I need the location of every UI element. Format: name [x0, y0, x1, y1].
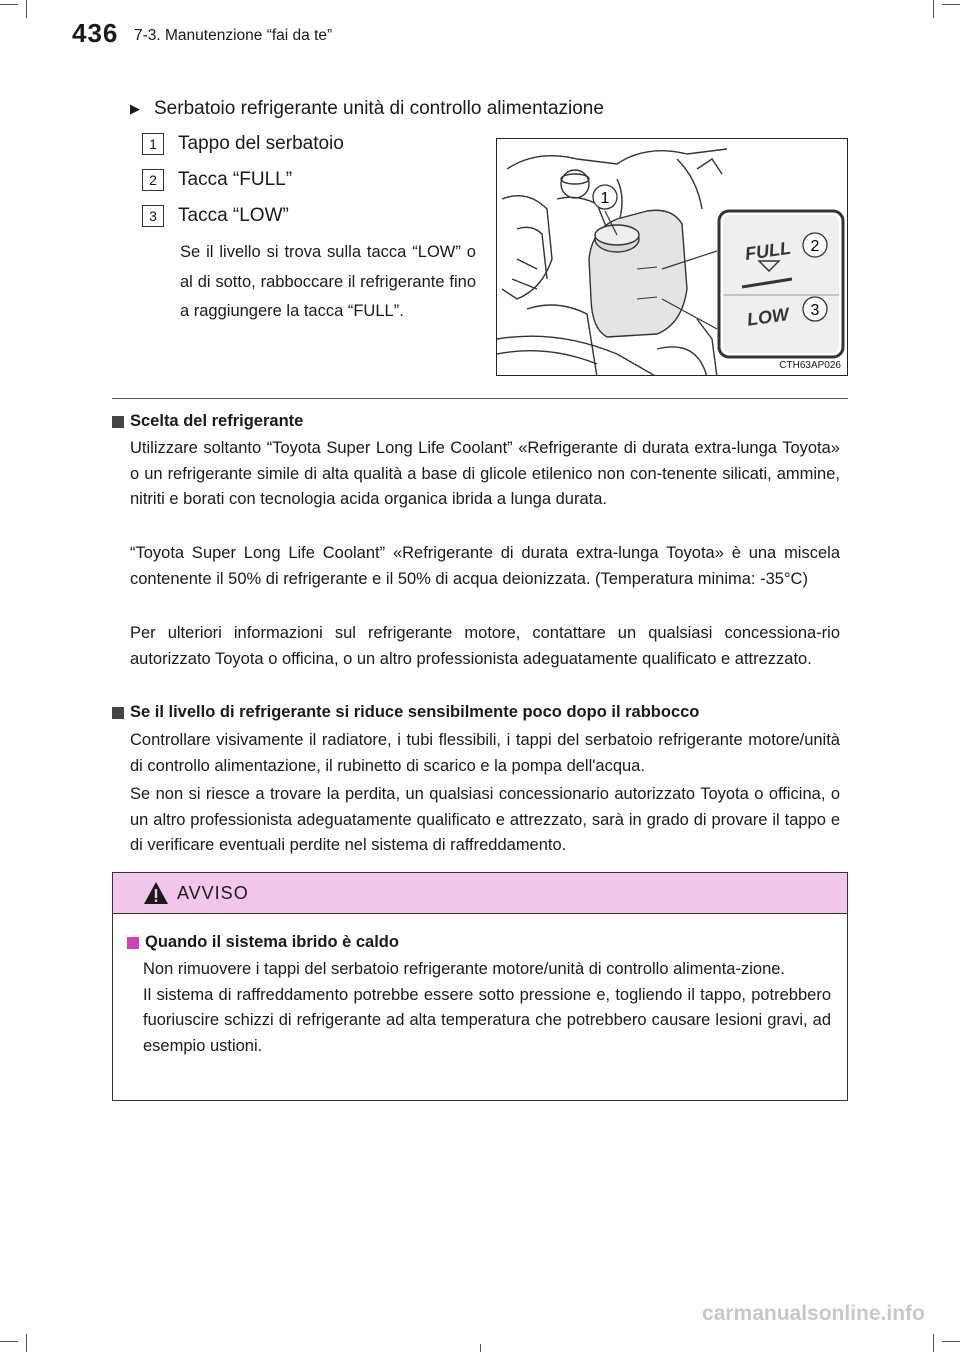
list-item: [142, 169, 292, 191]
warning-title-bar: [113, 873, 847, 914]
watermark: carmanualsonline.info: [702, 1302, 925, 1325]
callout-2: 2: [810, 238, 820, 255]
paragraph: Utilizzare soltanto “Toyota Super Long Life Coolant” «Refrigerante di durata extra-lunga Toyota» o un refrigerante simile di alta qualità a base di glicole etilenico non con-tenente silicati, ammine, nitriti e borati con tecnologia acida organica ibrida a lunga durata.: [130, 439, 840, 508]
callout-3: 3: [810, 302, 820, 319]
paragraph: Controllare visivamente il radiatore, i tubi flessibili, i tappi del serbatoio refrigerante motore/unità di controllo alimentazione, il rubinetto di scarico e la pompa dell'acqua.: [130, 731, 840, 775]
intro-heading-text: Serbatoio refrigerante unità di controllo alimentazione: [154, 98, 604, 119]
full-mark-label: FULL: [743, 237, 793, 264]
list-item-label: Tappo del serbatoio: [178, 133, 344, 154]
callout-number: 2: [142, 169, 164, 191]
warning-line: Non rimuovere i tappi del serbatoio refrigerante motore/unità di controllo alimenta-zione.: [143, 960, 786, 978]
paragraph: Se non si riesce a trovare la perdita, un qualsiasi concessionario autorizzato Toyota o officina, o un altro professionista adeguatamente qualificato e attrezzato, sarà in grado di provare il tappo e di verificare eventuali perdite nel sistema di raffreddamento.: [130, 785, 840, 854]
crop-mark: [942, 1341, 960, 1342]
list-item-label: Tacca “FULL”: [178, 169, 293, 190]
section-heading: [112, 703, 699, 722]
reservoir-illustration: [496, 138, 848, 376]
list-item-label: Tacca “LOW”: [178, 205, 289, 226]
intro-heading: [130, 98, 604, 120]
square-bullet-icon: [112, 707, 124, 719]
warning-box: [112, 872, 848, 1101]
crop-mark: [26, 0, 27, 18]
square-bullet-icon: [112, 416, 124, 428]
list-item: [142, 205, 289, 227]
callout-number: 3: [142, 205, 164, 227]
arrow-right-icon: ▶: [130, 101, 140, 116]
crop-mark: [480, 1344, 481, 1352]
warning-heading: [127, 933, 399, 952]
paragraph: “Toyota Super Long Life Coolant” «Refrigerante di durata extra-lunga Toyota» è una miscela contenente il 50% di refrigerante e il 50% di acqua deionizzata. (Temperatura minima: -35°C): [130, 544, 840, 588]
section-heading-text: Scelta del refrigerante: [130, 412, 304, 430]
refill-note: Se il livello si trova sulla tacca “LOW” o al di sotto, rabboccare il refrigerante fino a raggiungere la tacca “FULL”.: [180, 243, 476, 320]
warning-line: Il sistema di raffreddamento potrebbe essere sotto pressione e, togliendo il tappo, potrebbero fuoriuscire schizzi di refrigerante ad alta temperatura che potrebbero causare lesioni gravi, ad esempio ustioni.: [143, 985, 831, 1055]
callout-1: 1: [600, 190, 610, 207]
section-heading-text: Se il livello di refrigerante si riduce sensibilmente poco dopo il rabbocco: [130, 703, 700, 721]
crop-mark: [26, 1334, 27, 1352]
warning-heading-text: Quando il sistema ibrido è caldo: [145, 933, 399, 951]
section-header: 7-3. Manutenzione “fai da te”: [134, 27, 333, 44]
page-number: 436: [72, 18, 119, 48]
crop-mark: [0, 1341, 18, 1342]
callout-number: 1: [142, 133, 164, 155]
crop-mark: [933, 0, 934, 18]
engine-bay-drawing: [497, 139, 848, 376]
crop-mark: [933, 1334, 934, 1352]
low-mark-label: LOW: [745, 304, 791, 330]
paragraph: Per ulteriori informazioni sul refrigerante motore, contattare un qualsiasi concessiona-rio autorizzato Toyota o officina, o un altro professionista adeguatamente qualificato e attrezzato.: [130, 624, 840, 668]
warning-icon: [143, 881, 169, 905]
warning-title: AVVISO: [177, 882, 249, 903]
section-heading: [112, 412, 303, 431]
crop-mark: [0, 4, 18, 5]
crop-mark: [942, 4, 960, 5]
section-divider: [112, 398, 848, 399]
figure-code: CTH63AP026: [779, 360, 841, 371]
warning-body: [143, 957, 831, 1059]
square-bullet-icon: [127, 937, 139, 949]
list-item: [142, 133, 344, 155]
